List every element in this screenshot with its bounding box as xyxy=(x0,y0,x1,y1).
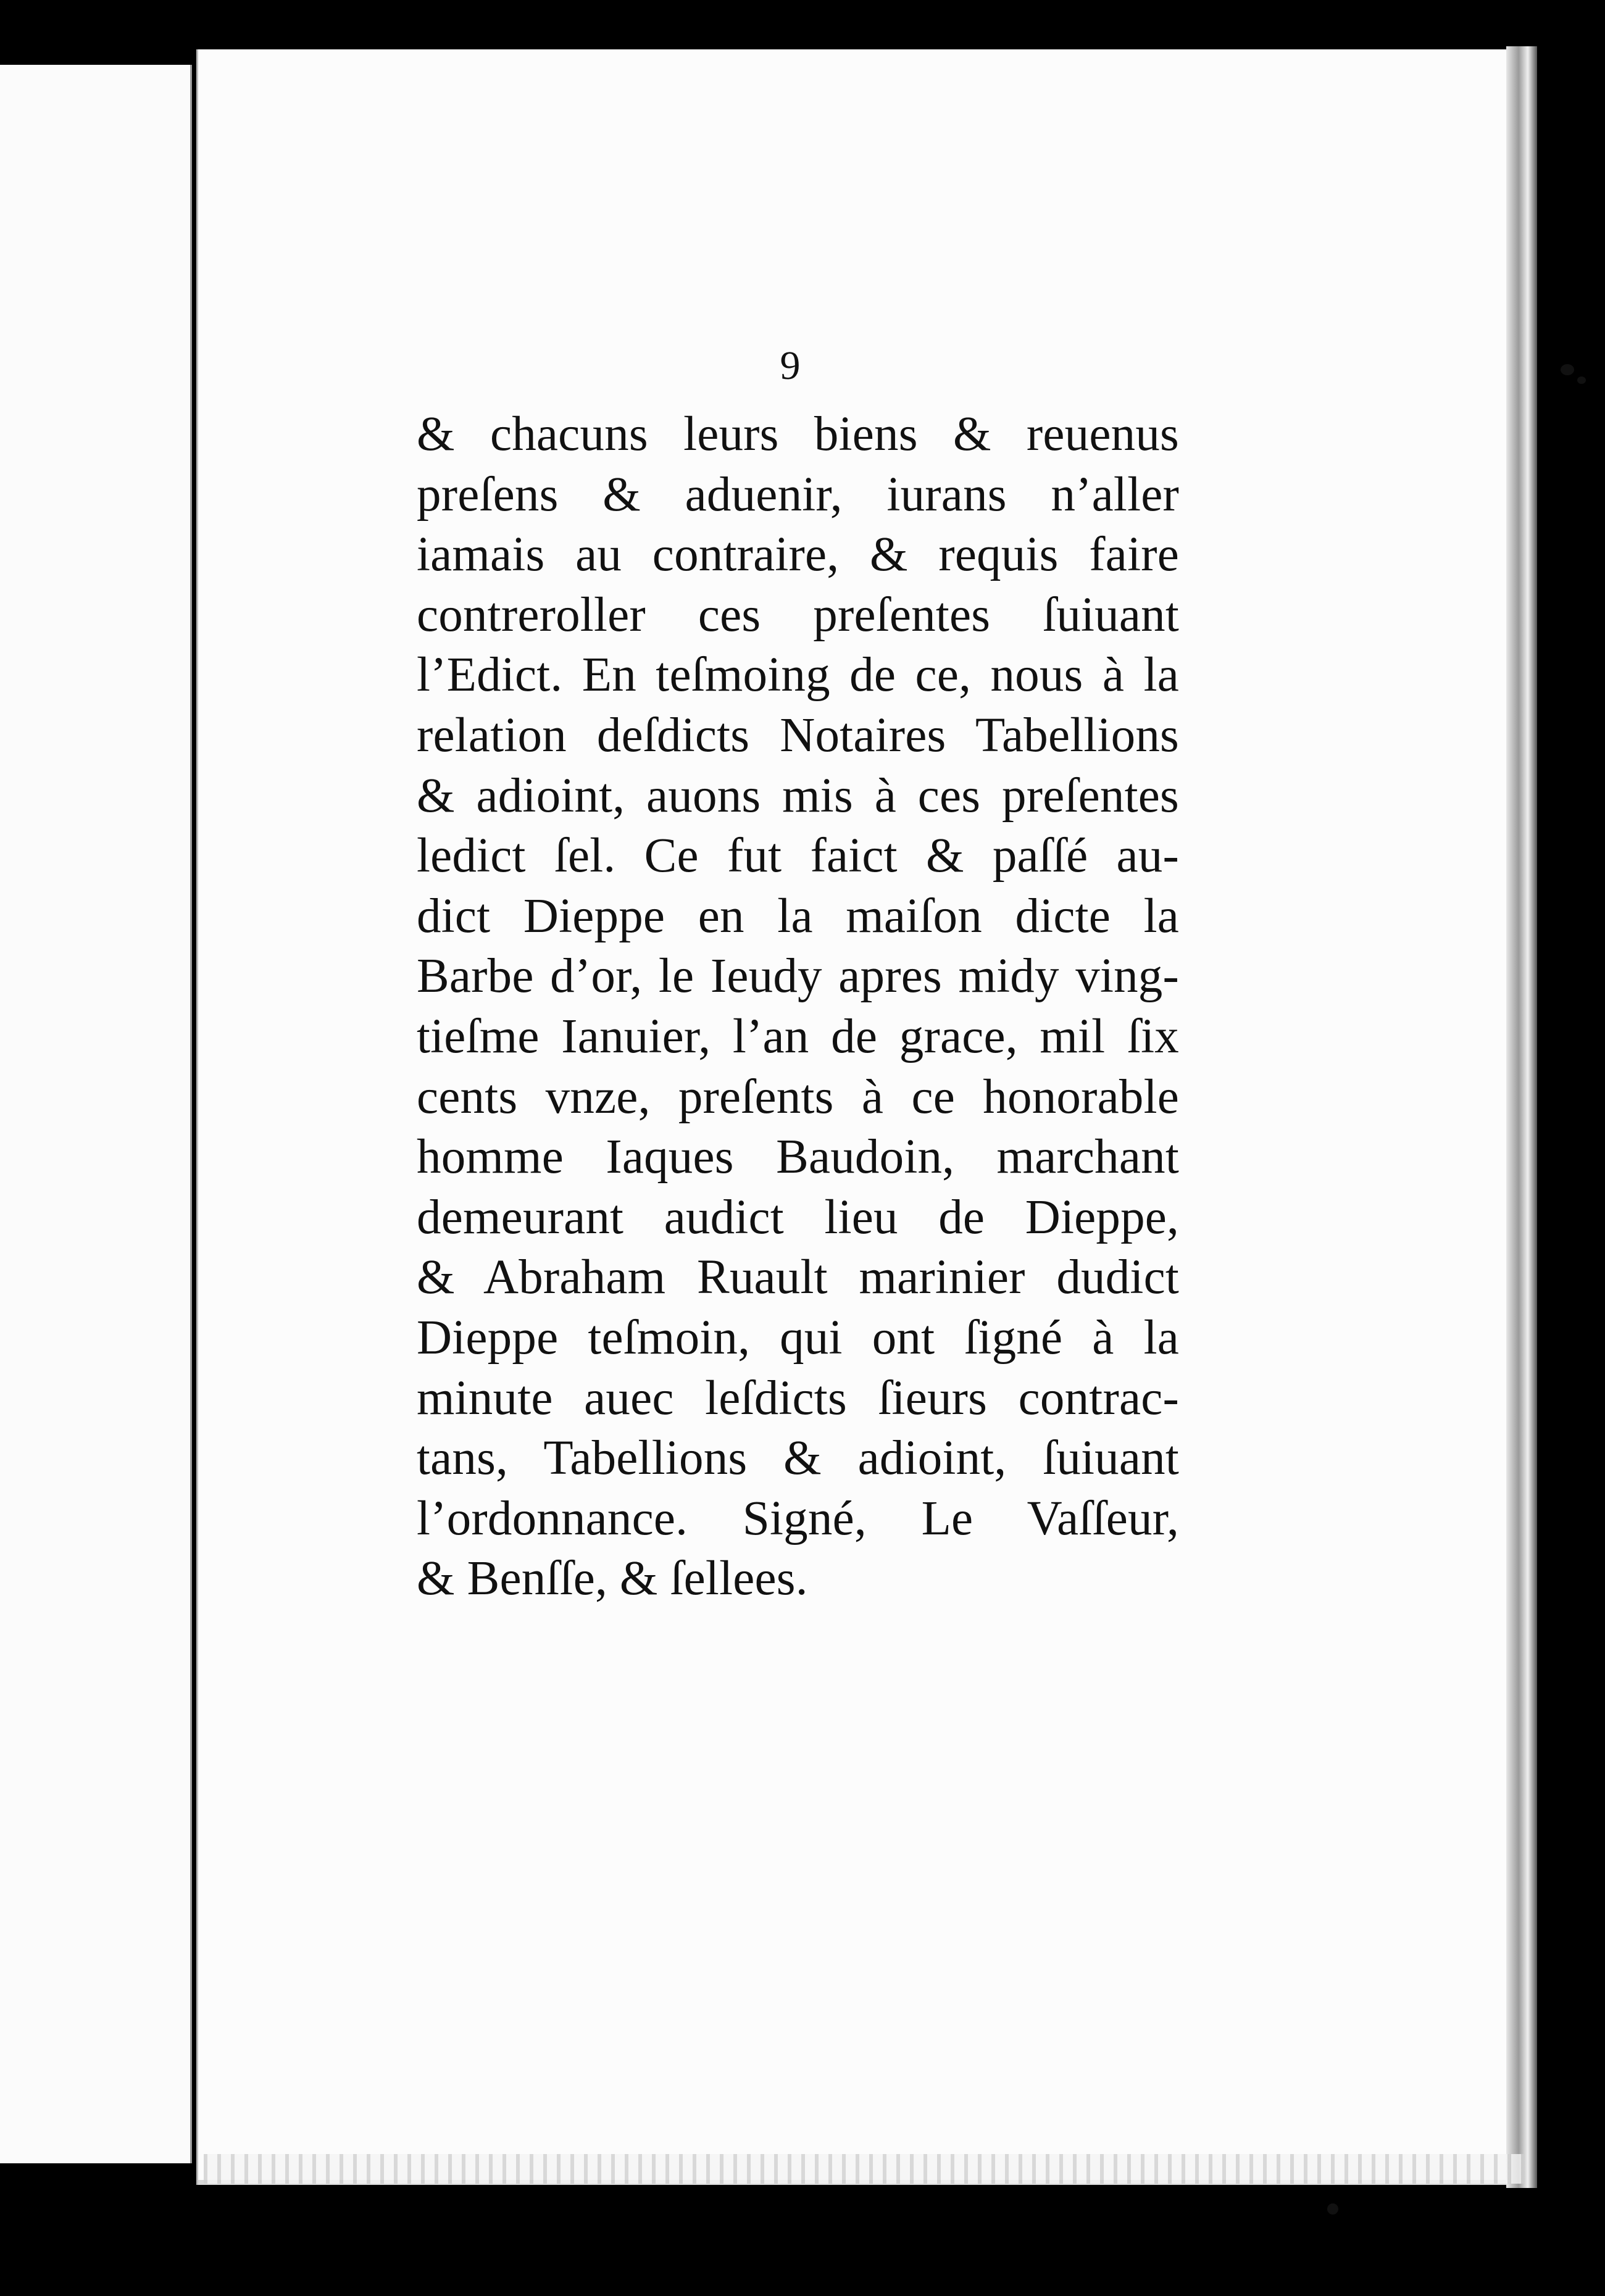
text-line: cents vnze, preſents à ce honorable xyxy=(417,1070,1179,1124)
text-line: Barbe d’or, le Ieudy apres midy ving- xyxy=(417,949,1179,1004)
text-line: Dieppe teſmoin, qui ont ſigné à la xyxy=(417,1310,1179,1365)
body-text xyxy=(417,404,1179,1609)
text-line: l’ordonnance. Signé, Le Vaſſeur, xyxy=(417,1491,1179,1545)
text-line: tans, Tabellions & adioint, ſuiuant xyxy=(417,1431,1179,1486)
text-line: homme Iaques Baudoin, marchant xyxy=(417,1130,1179,1184)
text-line: preſens & aduenir, iurans n’aller xyxy=(417,467,1179,522)
scan-speck xyxy=(1577,376,1586,384)
text-line: dict Dieppe en la maiſon dicte la xyxy=(417,889,1179,943)
text-line: & adioint, auons mis à ces preſentes xyxy=(417,768,1179,823)
text-line: & Benſſe, & ſellees. xyxy=(417,1552,808,1606)
text-line: relation deſdicts Notaires Tabellions xyxy=(417,708,1179,762)
text-line: ledict ſel. Ce fut faict & paſſé au- xyxy=(417,829,1179,883)
left-page xyxy=(0,65,192,2163)
text-line: demeurant audict lieu de Dieppe, xyxy=(417,1190,1179,1244)
page-number: 9 xyxy=(780,343,801,388)
text-line: l’Edict. En teſmoing de ce, nous à la xyxy=(417,648,1179,702)
scan-speck xyxy=(1561,364,1574,375)
text-line: contreroller ces preſentes ſuiuant xyxy=(417,588,1179,642)
bottom-page-edge xyxy=(204,2154,1525,2184)
page-edge xyxy=(1506,46,1537,2188)
text-line: & Abraham Ruault marinier dudict xyxy=(417,1250,1179,1305)
scan-speck xyxy=(1327,2203,1338,2215)
text-line: minute auec leſdicts ſieurs contrac- xyxy=(417,1371,1179,1425)
text-line: tieſme Ianuier, l’an de grace, mil ſix xyxy=(417,1009,1179,1063)
text-line: iamais au contraire, & requis faire xyxy=(417,528,1179,582)
text-line: & chacuns leurs biens & reuenus xyxy=(417,407,1179,461)
